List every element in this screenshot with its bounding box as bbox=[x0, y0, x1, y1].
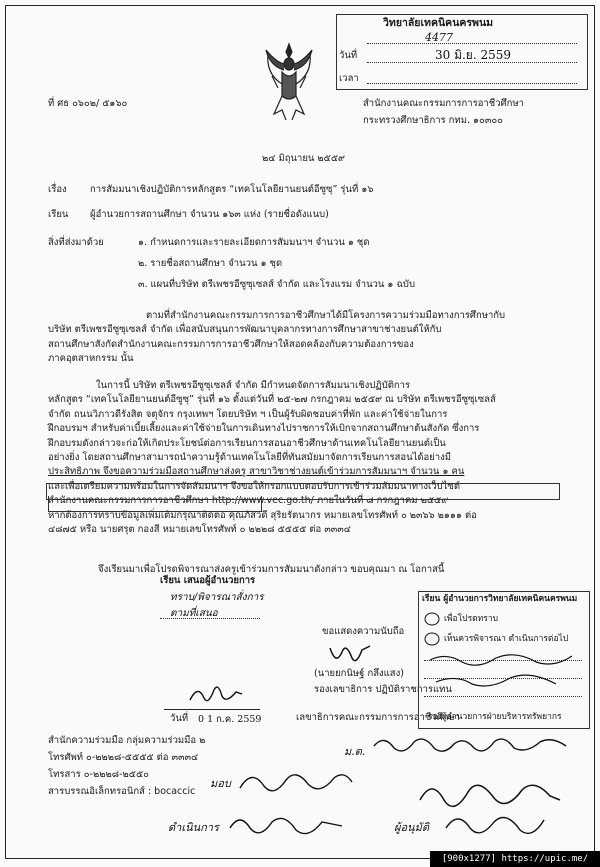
check-circle-icon bbox=[424, 612, 440, 626]
routing-right-opt2: เห็นควรพิจารณา ดำเนินการต่อไป bbox=[444, 634, 569, 644]
handwritten-scribble-icon bbox=[226, 808, 346, 842]
subject-label: เรื่อง bbox=[48, 184, 67, 195]
receipt-date: 30 มิ.ย. 2559 bbox=[435, 48, 512, 62]
attachments-label: สิ่งที่ส่งมาด้วย bbox=[48, 237, 104, 248]
paragraph-request: ในการนี้ บริษัท ตรีเพชรอีซูซุเซลส์ จำกัด มีกำหนดจัดการสัมมนาเชิงปฏิบัติการ หลักสูตร “เทคโนโลยียานยนต์อีซูซุ” รุ่นที่ ๑๖ ตั้งแต่วันที่ ๒๕-๒๗ กรกฎาคม ๒๕๕๙ ณ บริษัท ตรีเพชรอีซูซุเซลส์ จำกัด ถนนวิภาวดีรังสิต จตุจักร กรุงเทพฯ โดยบริษัท ฯ เป็นผู้รับผิดชอบค่าที่พัก และค่าใช้จ่ายในการ ฝึกอบรมฯ สำหรับค่าเบี้ยเลี้ยงและค่าใช้จ่ายในการเดินทางไปราชการให้เบิกจากสถานศึกษาต้นสังกัด ซึ่งการ ฝึกอบรมดังกล่าวจะก่อให้เกิดประโยชน์ต่อการเรียนการสอนอาชีวศึกษาด้านเทคโนโลยียานยนต์เป็น อย่างยิ่ง โดยสถานศึกษาสามารถนำความรู้ด้านเทคโนโลยีที่ทันสมัยมาจัดการเรียนการสอนได้อย่างมี ประสิทธิภาพ จึงขอความร่วมมือสถานศึกษาส่งครู สาขาวิชาช่างยนต์เข้าร่วมการสัมมนาฯ จำนวน ๑ คน และเพื่อเตรียมความพร้อมในการจัดสัมมนาฯ จึงขอให้กรอกแบบตอบรับการเข้าร่วมสัมมนาทางเว็บไซต์ สำนักงานคณะกรรมการการอาชีวศึกษา http://www.vec.go.th/ ภายในวันที่ ๘ กรกฎาคม ๒๕๕๙ หากต้องการทราบข้อมูลเพิ่มเติมกรุณาติดต่อ คุณภัสวดี สุริยรัตนากร หมายเลขโทรศัพท์ ๐ ๒๓๖๖ ๒๑๑๑ ต่อ ๔๘๗๕ หรือ นายศรุต กองสี หมายเลขโทรศัพท์ ๐ ๒๒๒๘ ๕๕๕๕ ต่อ ๓๓๓๔ bbox=[48, 380, 496, 536]
document-number: ที่ ศธ ๐๖๐๒/ ๕๑๖๐ bbox=[48, 98, 128, 109]
receipt-number: 4477 bbox=[425, 31, 453, 44]
contact-fax: โทรสาร ๐-๒๒๒๘-๒๕๕๐ bbox=[48, 769, 149, 780]
handwritten-scribble-icon bbox=[440, 806, 550, 842]
contact-phone: โทรศัพท์ ๐-๒๒๒๘-๕๕๕๕ ต่อ ๓๓๓๔ bbox=[48, 752, 199, 763]
receipt-time-label: เวลา bbox=[339, 73, 359, 84]
highlight-box bbox=[48, 496, 262, 512]
attachment-item: ๒. รายชื่อสถานศึกษา จำนวน ๑ ชุด bbox=[138, 258, 283, 269]
contact-office: สำนักความร่วมมือ กลุ่มความร่วมมือ ๒ bbox=[48, 735, 206, 746]
handwritten-note-icon bbox=[426, 648, 576, 694]
watermark-bar: [900x1277] https://upic.me/ bbox=[430, 851, 600, 867]
signature-scribble-icon bbox=[186, 680, 246, 708]
receipt-date-label: วันที่ bbox=[339, 50, 358, 61]
routing-right-footer: รองผู้อำนวยการฝ่ายบริหารทรัพยากร bbox=[428, 712, 562, 722]
closing-line: จึงเรียนมาเพื่อโปรดพิจารณาส่งครูเข้าร่วมการสัมมนาดังกล่าว ขอบคุณมา ณ โอกาสนี้ bbox=[98, 564, 445, 575]
handwritten-scribble-icon bbox=[370, 732, 570, 758]
handwritten-note: มอบ bbox=[210, 777, 231, 790]
routing-left-date: 0 1 ก.ค. 2559 bbox=[198, 714, 262, 725]
receipt-org: วิทยาลัยเทคนิคนครพนม bbox=[383, 17, 494, 29]
handwritten-note: ดำเนินการ bbox=[168, 821, 219, 834]
signatory-title-2: เลขาธิการคณะกรรมการการอาชีวศึกษา bbox=[296, 712, 460, 723]
paragraph-background: ตามที่สำนักงานคณะกรรมการการอาชีวศึกษาได้มีโครงการความร่วมมือทางการศึกษากับ บริษัท ตรีเพชรอีซูซุเซลส์ จำกัด เพื่อสนับสนุนการพัฒนาบุคลากรทางการศึกษาสาขาช่างยนต์ให้กับ สถานศึกษาสังกัดสำนักงานคณะกรรมการการอาชีวศึกษาให้สอดคล้องกับความต้องการของ ภาคอุตสาหกรรม นั้น bbox=[48, 310, 506, 365]
handwritten-note: ผู้อนุมัติ bbox=[394, 821, 429, 834]
check-circle-icon bbox=[424, 632, 440, 646]
routing-left-line3: ตามที่เสนอ bbox=[170, 608, 218, 619]
recipient-label: เรียน bbox=[48, 209, 69, 220]
subject-text: การสัมมนาเชิงปฏิบัติการหลักสูตร “เทคโนโลยียานยนต์อีซูซุ” รุ่นที่ ๑๖ bbox=[90, 184, 374, 195]
routing-left-line1: เรียน เสนอผู้อำนวยการ bbox=[160, 575, 256, 586]
routing-left-line2: ทราบ/พิจารณาสั่งการ bbox=[170, 592, 264, 603]
letter-date: ๒๔ มิถุนายน ๒๕๕๙ bbox=[262, 153, 345, 164]
handwritten-scribble-icon bbox=[236, 762, 356, 802]
routing-right-opt1: เพื่อโปรดทราบ bbox=[444, 614, 498, 624]
signatory-name: (นายยกนิษฐ์ กลึงแสง) bbox=[314, 668, 404, 679]
official-signature-icon bbox=[326, 640, 374, 668]
recipient-text: ผู้อำนวยการสถานศึกษา จำนวน ๑๖๓ แห่ง (รายชื่อดังแนบ) bbox=[90, 209, 329, 220]
sender-address: กระทรวงศึกษาธิการ กทม. ๑๐๓๐๐ bbox=[363, 115, 503, 126]
routing-right-header: เรียน ผู้อำนวยการวิทยาลัยเทคนิคนครพนม bbox=[422, 594, 578, 604]
attachment-item: ๓. แผนที่บริษัท ตรีเพชรอีซูซุเซลส์ จำกัด และโรงแรม จำนวน ๑ ฉบับ bbox=[138, 279, 415, 290]
respect-closing: ขอแสดงความนับถือ bbox=[322, 626, 405, 637]
contact-email: สารบรรณอิเล็กทรอนิกส์ : bocaccic bbox=[48, 786, 196, 797]
garuda-emblem-icon bbox=[262, 40, 316, 126]
signatory-title: รองเลขาธิการ ปฏิบัติราชการแทน bbox=[314, 684, 452, 695]
attachment-item: ๑. กำหนดการและรายละเอียดการสัมมนาฯ จำนวน ๑ ชุด bbox=[138, 237, 370, 248]
sender-office: สำนักงานคณะกรรมการการอาชีวศึกษา bbox=[363, 98, 524, 109]
receipt-stamp bbox=[336, 14, 588, 90]
handwritten-note: ม.ต. bbox=[344, 745, 366, 758]
routing-left-date-label: วันที่ bbox=[170, 713, 189, 724]
